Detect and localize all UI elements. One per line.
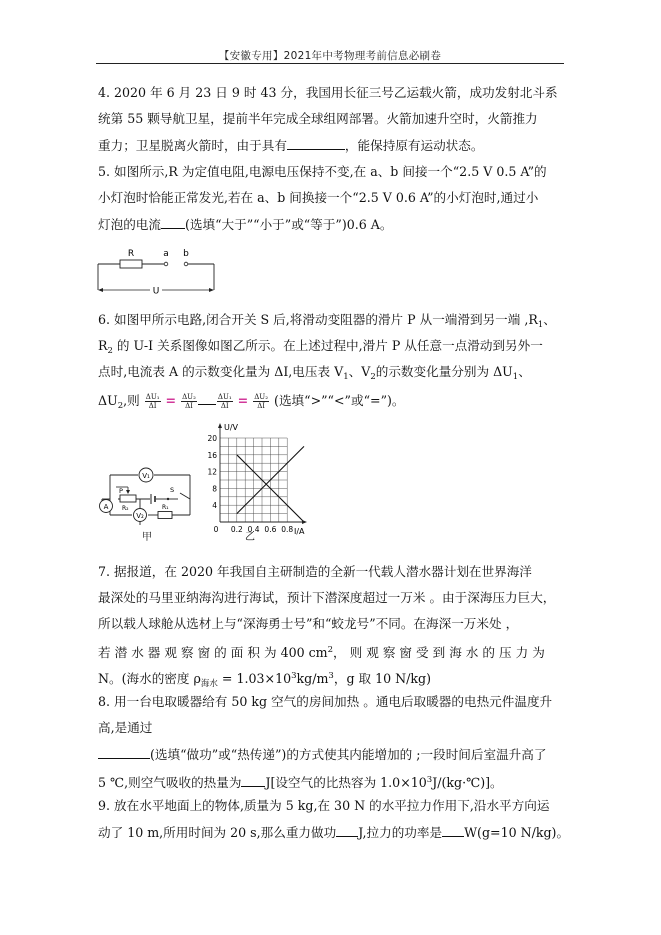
q8-line-2: 高,是通过 [98,720,153,735]
x-axis-arrow-icon [302,520,307,524]
q8-l3: (选填“做功”或“热传递”)的方式使其内能增加的 ;一段时间后室温升高了 [150,747,547,762]
frac4-num: ΔU₂ [254,393,269,401]
resistor-r1 [158,512,172,519]
q6-line-1-text: 6. 如图甲所示电路,闭合开关 S 后,将滑动变阻器的滑片 P 从一端滑到另一端 ,R [98,312,538,327]
q6-l3s2: 2 [370,372,376,382]
q5-circuit-diagram [96,244,220,300]
q6-line-1-end: 、 [543,312,556,327]
frac3-num: ΔU₁ [217,393,232,401]
q7-l5c: kg/m [296,671,329,686]
q7-line-1: 7. 据报道，在 2020 年我国自主研制造的全新一代载人潜水器计划在世界海洋 [98,564,532,579]
chart-grid [220,438,287,522]
q6-l3s1: 1 [343,372,349,382]
q5-line-3b: (选填“大于”“小于”或“等于”)0.6 A。 [184,217,393,232]
q7-line-3: 所以载人球舱从选材上与“深海勇士号”和“蛟龙号”不同。在海深一万米处 ， [98,616,519,631]
label-r1: R₁ [162,504,169,511]
q9-line-2 [98,824,569,841]
resistor-r [120,260,142,268]
q4-line-3b: ，能保持原有运动状态。 [344,138,484,153]
q7-l5a: N。(海水的密度 ρ [98,671,201,686]
label-v2: V₂ [136,512,144,520]
q7-l4b: ， 则 观 察 窗 受 到 海 水 的 压 力 为 [333,645,545,660]
q6-l4end: (选填“>”“<”或“=”)。 [274,393,405,408]
q8-answer-blank-1 [98,746,150,759]
q7-l5b: = 1.03×10 [217,671,292,686]
y-tick-label: 16 [207,450,217,460]
q8-line-3 [98,746,546,763]
terminal-a [164,262,168,266]
q6-sub-r2: 2 [107,346,113,356]
slider-arrow-icon [126,490,130,494]
origin-label: 0 [213,525,219,534]
y-axis-arrow-icon [218,423,222,428]
pink-equals-1: = [165,393,177,408]
rheostat-r2 [120,495,136,502]
y-tick-label: 8 [212,484,217,494]
q6-line-4 [98,392,405,414]
q6-l3d: 、 [518,364,531,379]
x-tick-label: 0.4 [247,525,260,534]
caption-jia: 甲 [142,532,152,543]
q8-answer-blank-2 [241,774,265,787]
q6-line-3 [98,364,531,385]
q6-l4b: ,则 [123,393,140,408]
q6-line-2 [98,338,543,359]
q6-answer-blank [198,392,216,405]
frac3-den: ΔI [220,402,229,410]
q5-line-1: 5. 如图所示,R 为定值电阻,电源电压保持不变,在 a、b 间接一个“2.5 V 0.5 A”的 [98,164,547,179]
q9-line-1: 9. 放在水平地面上的物体,质量为 5 kg,在 30 N 的水平拉力作用下,沿水平方向运 [98,798,550,813]
q4-line-2: 统第 55 颗导航卫星，提前半年完成全球组网部署。火箭加速升空时，火箭推力 [98,111,538,126]
arrow-left-icon [98,288,103,292]
q5-line-3 [98,216,393,233]
q7-line-2: 最深处的马里亚纳海沟进行海试，预计下潜深度超过一万米 。由于深海压力巨大， [98,590,556,605]
q7-line-4 [98,642,545,661]
q8-l4b: J[设空气的比热容为 1.0×10 [265,775,427,790]
q4-line-3a: 重力；卫星脱离火箭时，由于具有 [98,138,287,153]
q6-circuit-jia [98,455,202,527]
fraction-du1-di-2 [217,393,233,410]
label-a: a [163,249,169,259]
q4-answer-blank [287,137,345,150]
frac1-den: ΔI [148,402,157,410]
q6-line-1 [98,312,556,333]
q6-ui-chart [200,420,312,542]
q8-l4a: 5 ℃,则空气吸收的热量为 [98,775,242,790]
q9-answer-blank-1 [336,824,358,837]
fraction-du1-di [145,393,161,410]
q6-l3s3: 1 [512,372,519,382]
header-divider [96,63,564,64]
x-axis-label: I/A [294,527,305,536]
q6-r2: R [98,338,108,353]
q4-line-1: 4. 2020 年 6 月 23 日 9 时 43 分，我国用长征三号乙运载火箭，成功发射北斗系 [98,85,558,100]
x-tick-label: 0.6 [264,525,277,534]
q7-l5d: ，g 取 10 N/kg) [333,671,431,686]
q8-line-4 [98,772,503,791]
q7-l5sup: 3 [291,671,297,681]
label-p: P [119,487,123,495]
q5-line-3a: 灯泡的电流 [98,217,161,232]
label-u: U [152,286,160,297]
label-b: b [183,249,189,259]
y-tick-label: 4 [212,501,217,511]
y-tick-label: 20 [207,434,217,443]
label-r: R [127,249,135,259]
q9-answer-blank-2 [442,824,464,837]
q6-l4s: 2 [117,401,124,411]
q8-line-1: 8. 用一台电取暖器给有 50 kg 空气的房间加热 。通电后取暖器的电热元件温度升 [98,694,553,709]
q5-answer-blank [161,216,185,229]
fraction-du2-di-2 [253,393,269,410]
q6-l3c: 的示数变化量分别为 ΔU [375,364,513,379]
fraction-du2-di [181,393,197,410]
q6-line-2-text: 的 U-I 关系图像如图乙所示。在上述过程中,滑片 P 从任意一点滑动到另外一 [112,338,543,353]
q8-l4c: J/(kg·℃)]。 [432,775,503,790]
q7-l5sup2: 3 [328,671,334,681]
q7-l4a: 若 潜 水 器 观 察 窗 的 面 积 为 400 cm [98,645,328,660]
q9-l2c: W(g=10 N/kg)。 [464,825,570,840]
label-r2: R₂ [122,505,129,512]
label-a: A [103,503,109,511]
x-tick-label: 0.2 [230,525,243,534]
q6-l3a: 点时,电流表 A 的示数变化量为 ΔI,电压表 V [98,364,344,379]
arrow-right-icon [209,288,214,292]
terminal-b [184,262,188,266]
frac2-num: ΔU₂ [182,393,196,401]
label-v1: V₁ [142,472,150,480]
x-tick-label: 0.8 [281,525,294,534]
pink-equals-2: = [237,393,249,408]
page-header: 【安徽专用】2021年中考物理考前信息必刷卷 [218,50,442,62]
y-tick-label: 12 [207,467,217,477]
q9-l2a: 动了 10 m,所用时间为 20 s,那么重力做功 [98,825,337,840]
frac2-den: ΔI [185,402,193,410]
q7-l5sub: 海水 [200,679,218,689]
q7-line-5 [98,668,431,692]
q6-l3b: 、V [348,364,371,379]
q5-line-2: 小灯泡时恰能正常发光,若在 a、b 间换接一个“2.5 V 0.6 A”的小灯泡时,通过小 [98,190,539,205]
caption-yi: 乙 [245,532,255,543]
y-axis-label: U/V [224,423,239,432]
q7-l4sup: 2 [327,645,334,655]
q9-l2b: J,拉力的功率是 [358,825,443,840]
q8-l4sup: 3 [426,775,433,785]
q4-line-3 [98,137,483,154]
frac4-den: ΔI [257,402,266,410]
q6-sub-r1: 1 [537,320,544,330]
q6-l4a: ΔU [98,393,118,408]
frac1-num: ΔU₁ [145,393,160,401]
label-s: S [170,486,175,494]
